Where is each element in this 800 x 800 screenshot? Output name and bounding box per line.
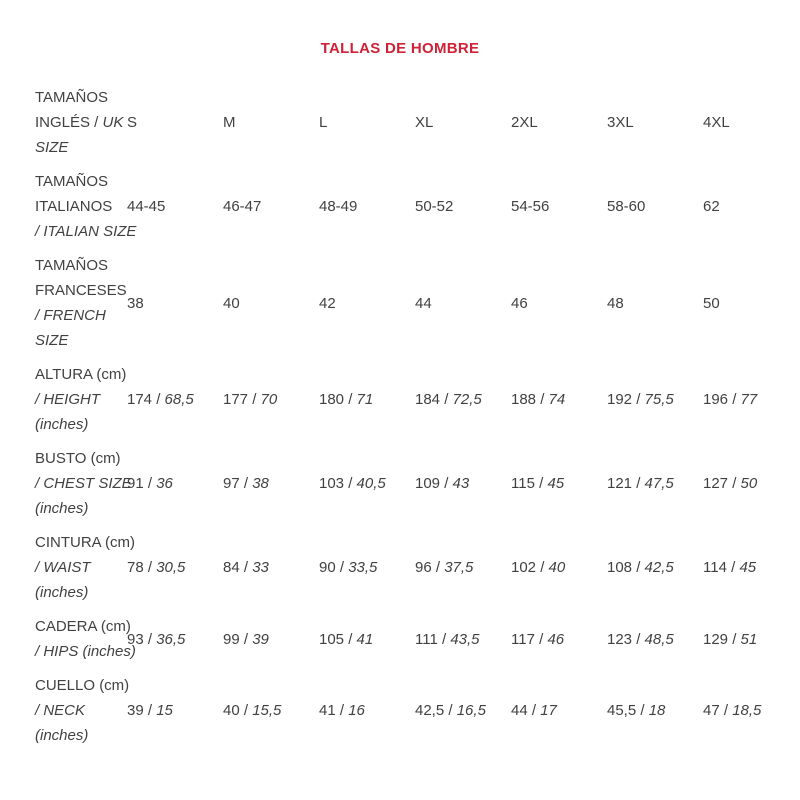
size-value	[607, 702, 703, 719]
size-value	[127, 559, 223, 576]
value-inches: 33	[252, 559, 269, 576]
size-value-cell	[415, 85, 511, 169]
value-separator: /	[440, 391, 453, 408]
size-value	[511, 631, 607, 648]
value-inches: 15	[156, 702, 173, 719]
label-line	[35, 85, 127, 110]
size-value-cell	[127, 85, 223, 169]
size-value	[415, 631, 511, 648]
value-separator: /	[239, 475, 253, 492]
label-text: TAMAÑOS	[35, 173, 109, 190]
table-row-hips	[35, 614, 799, 673]
size-value: 42	[319, 294, 336, 312]
table-row-uk-size	[35, 85, 799, 169]
value-cm: 196	[703, 391, 729, 408]
value-separator: /	[632, 630, 645, 648]
size-value	[127, 702, 223, 719]
label-line	[35, 194, 127, 219]
size-value-cell	[607, 530, 703, 614]
label-text: / HIPS (inches)	[35, 643, 136, 660]
value-inches: 46	[547, 630, 565, 648]
row-label-french-size	[35, 253, 127, 362]
size-value: 46-47	[223, 198, 262, 215]
value-separator: /	[534, 475, 548, 492]
size-value: 58-60	[607, 198, 646, 215]
size-value-cell	[607, 253, 703, 362]
value-inches: 18	[648, 702, 666, 719]
label-line	[35, 580, 127, 605]
label-text: / CHEST SIZE	[35, 475, 132, 492]
size-value-cell	[511, 530, 607, 614]
value-separator: /	[632, 559, 645, 576]
value-cm: 188	[511, 391, 537, 408]
size-value	[223, 702, 319, 719]
label-text: / FRENCH	[35, 307, 106, 324]
label-line	[35, 135, 127, 160]
value-inches: 18,5	[732, 702, 762, 719]
table-row-french-size	[35, 253, 799, 362]
size-value: L	[319, 114, 328, 131]
label-line	[35, 698, 127, 723]
value-inches: 39	[252, 630, 269, 648]
size-value: 4XL	[703, 114, 730, 131]
size-value-cell	[319, 253, 415, 362]
label-line	[35, 328, 127, 353]
size-value: 54-56	[511, 198, 550, 215]
value-inches: 38	[252, 475, 269, 492]
value-inches: 72,5	[452, 391, 482, 408]
value-inches: 36,5	[156, 630, 186, 648]
size-value: 38	[127, 294, 144, 312]
value-inches: 70	[260, 391, 278, 408]
size-value-cell	[703, 362, 799, 446]
label-line	[35, 639, 136, 664]
size-value-cell	[127, 169, 223, 253]
label-text: (inches)	[35, 416, 89, 433]
size-value-cell	[127, 446, 223, 530]
size-value	[415, 475, 511, 492]
value-cm: 105	[319, 630, 345, 648]
size-value-cell	[703, 253, 799, 362]
size-value	[319, 702, 415, 719]
size-value-cell	[607, 446, 703, 530]
value-separator: /	[152, 391, 165, 408]
value-separator: /	[344, 391, 357, 408]
size-value	[703, 631, 799, 648]
size-value-cell	[415, 673, 511, 757]
label-text: CUELLO (cm)	[35, 677, 130, 694]
size-value	[319, 631, 415, 648]
row-label-waist	[35, 530, 135, 614]
value-cm: 129	[703, 630, 729, 648]
label-text: TAMAÑOS	[35, 89, 109, 106]
value-separator: /	[239, 702, 253, 719]
size-value	[607, 475, 703, 492]
label-line	[35, 614, 131, 639]
mens-size-table	[35, 85, 799, 757]
value-cm: 177	[223, 391, 249, 408]
table-row-height	[35, 362, 799, 446]
row-label-neck	[35, 673, 130, 757]
value-cm: 47	[703, 702, 720, 719]
size-value	[607, 559, 703, 576]
value-cm: 40	[223, 702, 240, 719]
size-value-cell	[127, 614, 223, 673]
value-separator: /	[431, 559, 445, 576]
size-value	[319, 559, 415, 576]
value-inches: 40	[548, 559, 566, 576]
label-line	[35, 303, 127, 328]
table-row-neck	[35, 673, 799, 757]
value-separator: /	[719, 702, 733, 719]
size-value: 44	[415, 294, 432, 312]
size-value-cell	[223, 446, 319, 530]
value-inches: 48,5	[644, 630, 674, 648]
size-value-cell	[511, 614, 607, 673]
value-separator: /	[344, 475, 357, 492]
size-value: 50	[703, 294, 720, 312]
size-value	[223, 475, 319, 492]
value-inches: 37,5	[444, 559, 474, 576]
value-separator: /	[636, 702, 649, 719]
value-inches: 42,5	[644, 559, 674, 576]
size-value	[703, 475, 799, 492]
value-inches: 47,5	[644, 475, 674, 492]
size-value-cell	[415, 362, 511, 446]
size-value-cell	[703, 530, 799, 614]
value-separator: /	[143, 702, 157, 719]
value-cm: 45,5	[607, 702, 637, 719]
size-value-cell	[319, 673, 415, 757]
size-value-cell	[703, 85, 799, 169]
size-value-cell	[319, 614, 415, 673]
value-cm: 184	[415, 391, 441, 408]
size-value	[415, 702, 511, 719]
size-value-cell	[415, 530, 511, 614]
size-value-cell	[127, 253, 223, 362]
value-inches: 15,5	[252, 702, 282, 719]
size-value-cell	[511, 253, 607, 362]
size-value: 46	[511, 294, 528, 312]
size-value-cell	[703, 169, 799, 253]
value-separator: /	[143, 559, 157, 576]
size-value	[127, 391, 223, 408]
size-value	[319, 391, 415, 408]
size-value-cell	[415, 253, 511, 362]
value-cm: 93	[127, 630, 144, 648]
size-value: M	[223, 114, 236, 131]
value-cm: 102	[511, 559, 537, 576]
size-value	[703, 391, 799, 408]
label-text: INGLÉS /	[35, 114, 103, 131]
size-value: 3XL	[607, 114, 634, 131]
value-separator: /	[437, 630, 451, 648]
value-cm: 44	[511, 702, 528, 719]
value-separator: /	[536, 391, 549, 408]
label-line	[35, 169, 127, 194]
value-cm: 103	[319, 475, 345, 492]
value-cm: 109	[415, 475, 441, 492]
table-row-waist	[35, 530, 799, 614]
size-value	[415, 391, 511, 408]
value-separator: /	[726, 559, 740, 576]
size-value	[511, 559, 607, 576]
size-value-cell	[319, 362, 415, 446]
size-value	[319, 475, 415, 492]
label-text: SIZE	[35, 139, 69, 156]
label-line	[35, 723, 127, 748]
value-cm: 108	[607, 559, 633, 576]
size-value: 50-52	[415, 198, 454, 215]
value-inches: 45	[739, 559, 757, 576]
size-value	[511, 475, 607, 492]
size-value-cell	[319, 85, 415, 169]
size-value	[415, 559, 511, 576]
row-label-chest	[35, 446, 132, 530]
size-value-cell	[223, 362, 319, 446]
value-inches: 50	[740, 475, 758, 492]
value-separator: /	[143, 630, 157, 648]
size-value: 48-49	[319, 198, 358, 215]
value-inches: 51	[740, 630, 758, 648]
size-value-cell	[607, 673, 703, 757]
size-value	[607, 631, 703, 648]
size-value	[511, 702, 607, 719]
size-value-cell	[223, 530, 319, 614]
value-cm: 115	[511, 475, 535, 492]
page-title: TALLAS DE HOMBRE	[320, 40, 480, 57]
value-inches: 75,5	[644, 391, 674, 408]
value-cm: 192	[607, 391, 633, 408]
size-value: 62	[703, 198, 720, 215]
size-value	[223, 559, 319, 576]
value-separator: /	[335, 559, 349, 576]
value-separator: /	[344, 630, 357, 648]
value-cm: 123	[607, 630, 633, 648]
size-value-cell	[127, 362, 223, 446]
label-text: SIZE	[35, 332, 69, 349]
value-cm: 127	[703, 475, 729, 492]
size-value-cell	[511, 362, 607, 446]
size-value-cell	[319, 446, 415, 530]
label-line	[35, 387, 127, 412]
label-line	[35, 446, 127, 471]
table-row-italian-size	[35, 169, 799, 253]
label-line	[35, 110, 127, 135]
label-line	[35, 412, 127, 437]
value-separator: /	[239, 630, 253, 648]
size-value-cell	[223, 169, 319, 253]
size-value-cell	[703, 614, 799, 673]
value-cm: 91	[127, 475, 144, 492]
size-value: XL	[415, 114, 434, 131]
value-cm: 180	[319, 391, 345, 408]
size-value-cell	[511, 673, 607, 757]
value-inches: 77	[740, 391, 758, 408]
value-separator: /	[536, 559, 549, 576]
size-value	[127, 475, 223, 492]
value-cm: 99	[223, 630, 240, 648]
value-cm: 39	[127, 702, 144, 719]
size-value-cell	[415, 446, 511, 530]
value-cm: 78	[127, 559, 144, 576]
label-text: / HEIGHT	[35, 391, 101, 408]
value-cm: 117	[511, 630, 535, 648]
value-separator: /	[440, 475, 453, 492]
size-value-cell	[223, 614, 319, 673]
value-separator: /	[335, 702, 349, 719]
label-line	[35, 253, 127, 278]
label-text: TAMAÑOS	[35, 257, 109, 274]
size-value	[703, 702, 799, 719]
size-value-cell	[127, 530, 223, 614]
value-separator: /	[239, 559, 253, 576]
label-text: (inches)	[35, 584, 89, 601]
value-cm: 121	[607, 475, 633, 492]
value-inches: 16,5	[456, 702, 486, 719]
label-line	[35, 555, 127, 580]
size-value-cell	[127, 673, 223, 757]
size-value-cell	[319, 169, 415, 253]
label-line	[35, 496, 127, 521]
value-inches: 45	[547, 475, 565, 492]
value-separator: /	[444, 702, 457, 719]
size-value-cell	[415, 614, 511, 673]
value-separator: /	[728, 630, 741, 648]
value-inches: 68,5	[164, 391, 194, 408]
label-text: (inches)	[35, 500, 89, 517]
size-value	[223, 391, 319, 408]
size-value-cell	[415, 169, 511, 253]
value-cm: 42,5	[415, 702, 445, 719]
size-value	[607, 391, 703, 408]
value-cm: 96	[415, 559, 432, 576]
size-value	[127, 631, 223, 648]
size-value-cell	[319, 530, 415, 614]
value-inches: 40,5	[356, 475, 386, 492]
value-separator: /	[728, 475, 741, 492]
row-label-height	[35, 362, 127, 446]
label-line	[35, 530, 135, 555]
label-text: / ITALIAN SIZE	[35, 223, 137, 240]
size-value-cell	[607, 85, 703, 169]
row-label-italian-size	[35, 169, 137, 253]
label-text: / NECK	[35, 702, 86, 719]
size-value-cell	[511, 446, 607, 530]
size-value: 2XL	[511, 114, 538, 131]
value-separator: /	[527, 702, 541, 719]
value-inches: 17	[540, 702, 557, 719]
value-separator: /	[248, 391, 261, 408]
label-line	[35, 278, 127, 303]
size-value-cell	[607, 362, 703, 446]
size-value-cell	[511, 169, 607, 253]
value-cm: 84	[223, 559, 240, 576]
value-inches: 74	[548, 391, 566, 408]
label-text: ITALIANOS	[35, 198, 113, 215]
label-line	[35, 219, 137, 244]
size-value-cell	[703, 446, 799, 530]
size-value: 40	[223, 294, 240, 312]
table-row-chest	[35, 446, 799, 530]
value-cm: 41	[319, 702, 336, 719]
label-text: BUSTO (cm)	[35, 450, 121, 467]
value-cm: 97	[223, 475, 240, 492]
label-text: CADERA (cm)	[35, 618, 131, 635]
value-inches: 41	[356, 630, 374, 648]
value-separator: /	[143, 475, 157, 492]
size-value-cell	[511, 85, 607, 169]
size-value	[511, 391, 607, 408]
value-cm: 111	[415, 630, 438, 648]
size-value-cell	[703, 673, 799, 757]
value-cm: 174	[127, 391, 153, 408]
label-text: / WAIST	[35, 559, 91, 576]
size-value	[223, 631, 319, 648]
value-inches: 71	[356, 391, 374, 408]
size-value: 44-45	[127, 198, 166, 215]
size-value-cell	[607, 169, 703, 253]
value-inches: 43	[452, 475, 470, 492]
label-line	[35, 362, 127, 387]
value-separator: /	[632, 391, 645, 408]
value-inches: 33,5	[348, 559, 378, 576]
value-inches: 16	[348, 702, 365, 719]
value-separator: /	[534, 630, 548, 648]
size-value-cell	[223, 85, 319, 169]
label-line	[35, 471, 132, 496]
size-value-cell	[607, 614, 703, 673]
value-inches: 36	[156, 475, 173, 492]
row-label-uk-size	[35, 85, 127, 169]
value-cm: 114	[703, 559, 727, 576]
label-text: (inches)	[35, 727, 89, 744]
value-cm: 90	[319, 559, 336, 576]
size-value: 48	[607, 294, 624, 312]
label-text: ALTURA (cm)	[35, 366, 127, 383]
label-text: UK	[102, 114, 124, 131]
value-inches: 43,5	[450, 630, 480, 648]
value-separator: /	[632, 475, 645, 492]
size-value	[703, 559, 799, 576]
size-value: S	[127, 114, 138, 131]
value-inches: 30,5	[156, 559, 186, 576]
value-separator: /	[728, 391, 741, 408]
size-value-cell	[223, 253, 319, 362]
label-line	[35, 673, 130, 698]
label-text: CINTURA (cm)	[35, 534, 135, 551]
label-text: FRANCESES	[35, 282, 127, 299]
size-value-cell	[223, 673, 319, 757]
